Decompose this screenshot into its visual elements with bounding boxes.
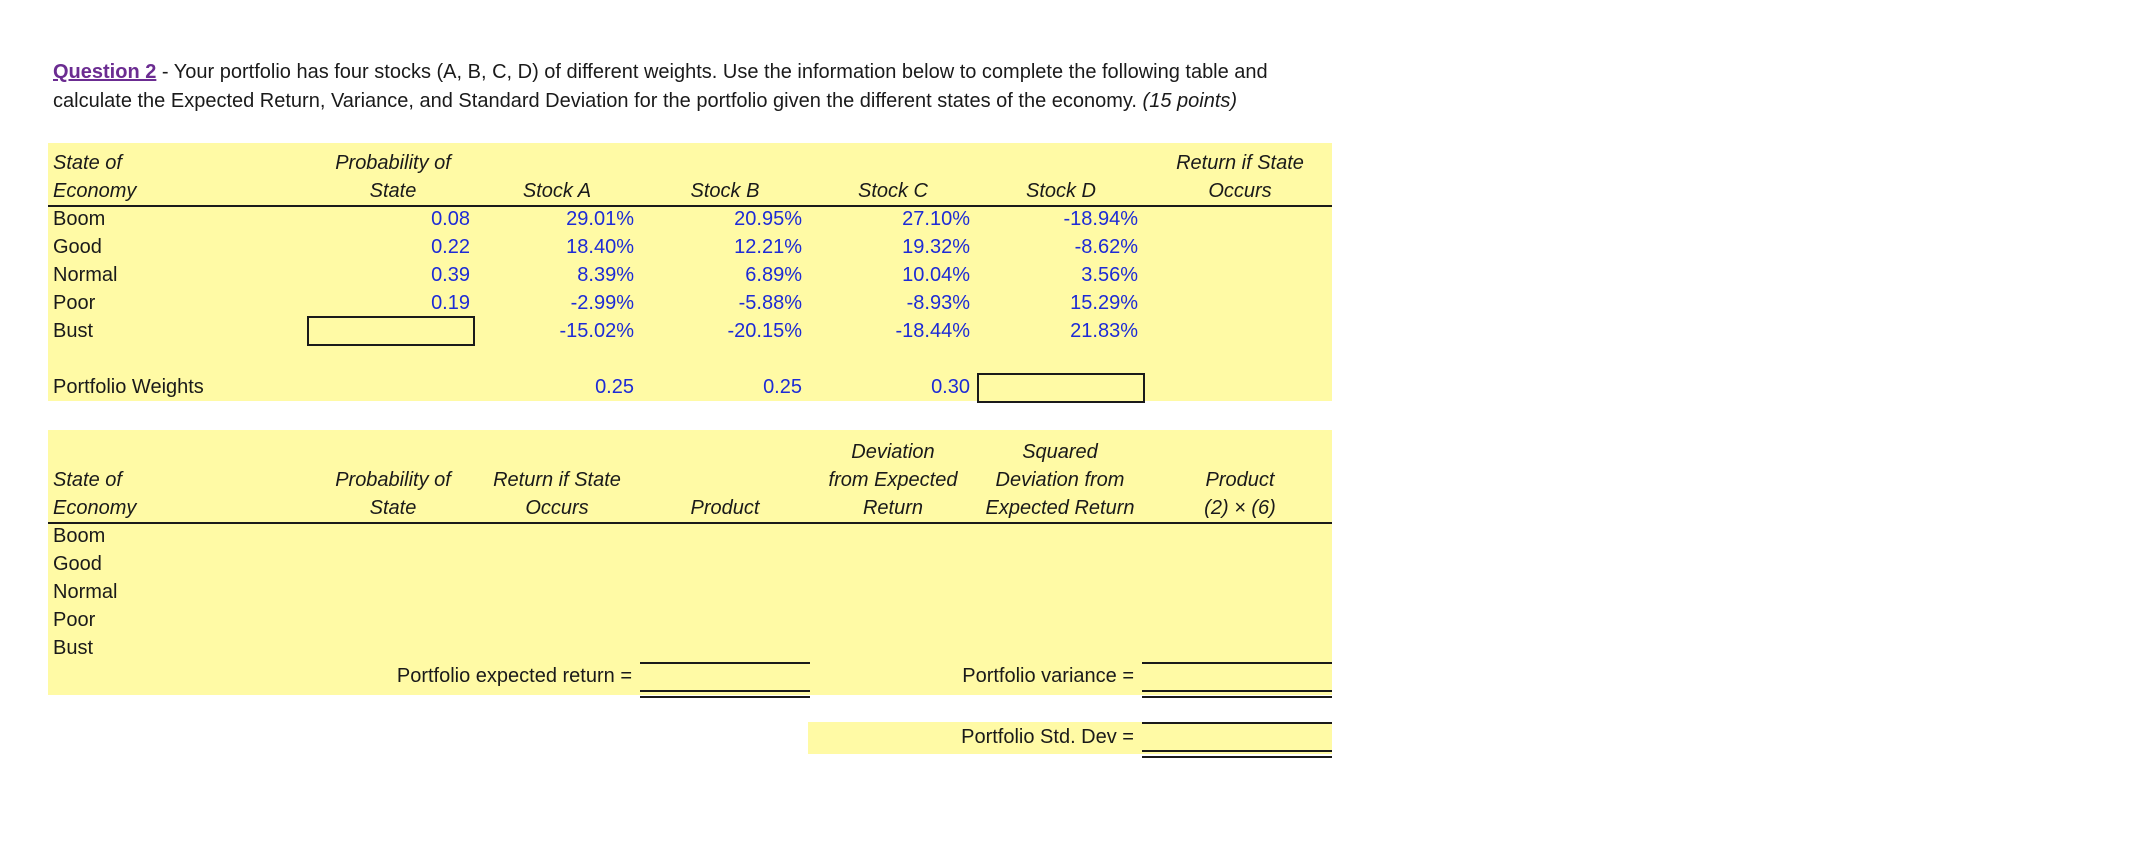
- t1-row-state: Poor: [53, 292, 96, 314]
- weight-stock-c: 0.30: [931, 376, 970, 398]
- question-line2: calculate the Expected Return, Variance, and Standard Deviation for the portfolio given the different states of the economy.: [53, 90, 1143, 112]
- t1-row-stock-a: -2.99%: [570, 292, 634, 314]
- t2-header-squared-2: Deviation from: [995, 469, 1125, 491]
- t2-row-state: Normal: [53, 581, 118, 603]
- t1-row-stock-b: 6.89%: [745, 264, 802, 286]
- t2-header-return-2: Occurs: [525, 497, 589, 519]
- bust-probability-input[interactable]: [307, 316, 475, 346]
- t2-header-deviation-1: Deviation: [851, 441, 935, 463]
- t1-row-stock-d: -8.62%: [1074, 236, 1138, 258]
- weights-label: Portfolio Weights: [53, 376, 204, 398]
- t1-row-state: Normal: [53, 264, 118, 286]
- t1-row-stock-d: -18.94%: [1063, 208, 1138, 230]
- t1-header-state-2: Economy: [53, 180, 137, 202]
- expected-return-label: Portfolio expected return =: [396, 665, 632, 687]
- t1-header-return-2: Occurs: [1208, 180, 1272, 202]
- t1-row-stock-b: 12.21%: [734, 236, 802, 258]
- t2-row-state: Bust: [53, 637, 94, 659]
- t1-row-state: Bust: [53, 320, 94, 342]
- t1-row-stock-c: -18.44%: [895, 320, 970, 342]
- t1-row-stock-c: 19.32%: [902, 236, 970, 258]
- stddev-input[interactable]: [1142, 724, 1332, 750]
- t1-header-prob-2: State: [369, 180, 417, 202]
- t1-header-prob-1: Probability of: [335, 152, 451, 174]
- t1-header-stock-b: Stock B: [690, 180, 760, 202]
- variance-input[interactable]: [1142, 664, 1332, 690]
- weight-stock-b: 0.25: [763, 376, 802, 398]
- stddev-double-rule: [1142, 750, 1332, 758]
- t2-header-deviation-3: Return: [862, 497, 924, 519]
- t1-row-stock-c: 27.10%: [902, 208, 970, 230]
- t1-row-stock-a: 18.40%: [566, 236, 634, 258]
- t1-row-state: Boom: [53, 208, 106, 230]
- t1-header-state-1: State of: [53, 152, 122, 174]
- question-line1: - Your portfolio has four stocks (A, B, C, D) of different weights. Use the information below to complete the following table and: [156, 61, 1268, 83]
- t1-row-stock-c: 10.04%: [902, 264, 970, 286]
- t1-row-stock-d: 21.83%: [1070, 320, 1138, 342]
- t2-header-squared-1: Squared: [1022, 441, 1098, 463]
- t1-row-stock-b: 20.95%: [734, 208, 802, 230]
- t2-header-product2-1: Product: [1205, 469, 1275, 491]
- t1-header-return-1: Return if State: [1176, 152, 1304, 174]
- t1-header-stock-a: Stock A: [522, 180, 592, 202]
- weight-stock-d-input[interactable]: [977, 373, 1145, 403]
- t1-header-stock-d: Stock D: [1025, 180, 1097, 202]
- t1-row-prob: 0.22: [431, 236, 470, 258]
- t1-row-stock-a: 29.01%: [566, 208, 634, 230]
- variance-label: Portfolio variance =: [962, 665, 1134, 687]
- expected-return-input[interactable]: [640, 664, 810, 690]
- t1-header-stock-c: Stock C: [857, 180, 929, 202]
- t2-header-state-1: State of: [53, 469, 122, 491]
- t2-row-state: Good: [53, 553, 102, 575]
- weight-stock-a: 0.25: [595, 376, 634, 398]
- t2-header-prob-1: Probability of: [335, 469, 451, 491]
- t1-row-stock-d: 15.29%: [1070, 292, 1138, 314]
- t2-row-state: Poor: [53, 609, 96, 631]
- t1-row-stock-a: 8.39%: [577, 264, 634, 286]
- t1-row-stock-d: 3.56%: [1081, 264, 1138, 286]
- t1-row-stock-b: -20.15%: [727, 320, 802, 342]
- t1-row-prob: 0.08: [431, 208, 470, 230]
- t1-row-prob: 0.19: [431, 292, 470, 314]
- question-text: [53, 58, 1268, 116]
- t2-header-rule: [48, 522, 1332, 524]
- t2-header-prob-2: State: [369, 497, 417, 519]
- t2-header-return-1: Return if State: [493, 469, 621, 491]
- t1-row-stock-a: -15.02%: [559, 320, 634, 342]
- t1-row-prob: 0.39: [431, 264, 470, 286]
- variance-double-rule: [1142, 690, 1332, 698]
- question-label: Question 2: [53, 61, 157, 83]
- question-points: (15 points): [1142, 90, 1238, 112]
- t1-row-stock-b: -5.88%: [738, 292, 802, 314]
- t2-row-state: Boom: [53, 525, 106, 547]
- t1-row-stock-c: -8.93%: [906, 292, 970, 314]
- t2-header-squared-3: Expected Return: [985, 497, 1135, 519]
- t2-header-product: Product: [690, 497, 760, 519]
- expected-return-double-rule: [640, 690, 810, 698]
- t2-header-product2-2: (2) × (6): [1204, 497, 1276, 519]
- t2-header-deviation-2: from Expected: [828, 469, 958, 491]
- stddev-label: Portfolio Std. Dev =: [961, 726, 1134, 748]
- t1-row-state: Good: [53, 236, 102, 258]
- t2-header-state-2: Economy: [53, 497, 137, 519]
